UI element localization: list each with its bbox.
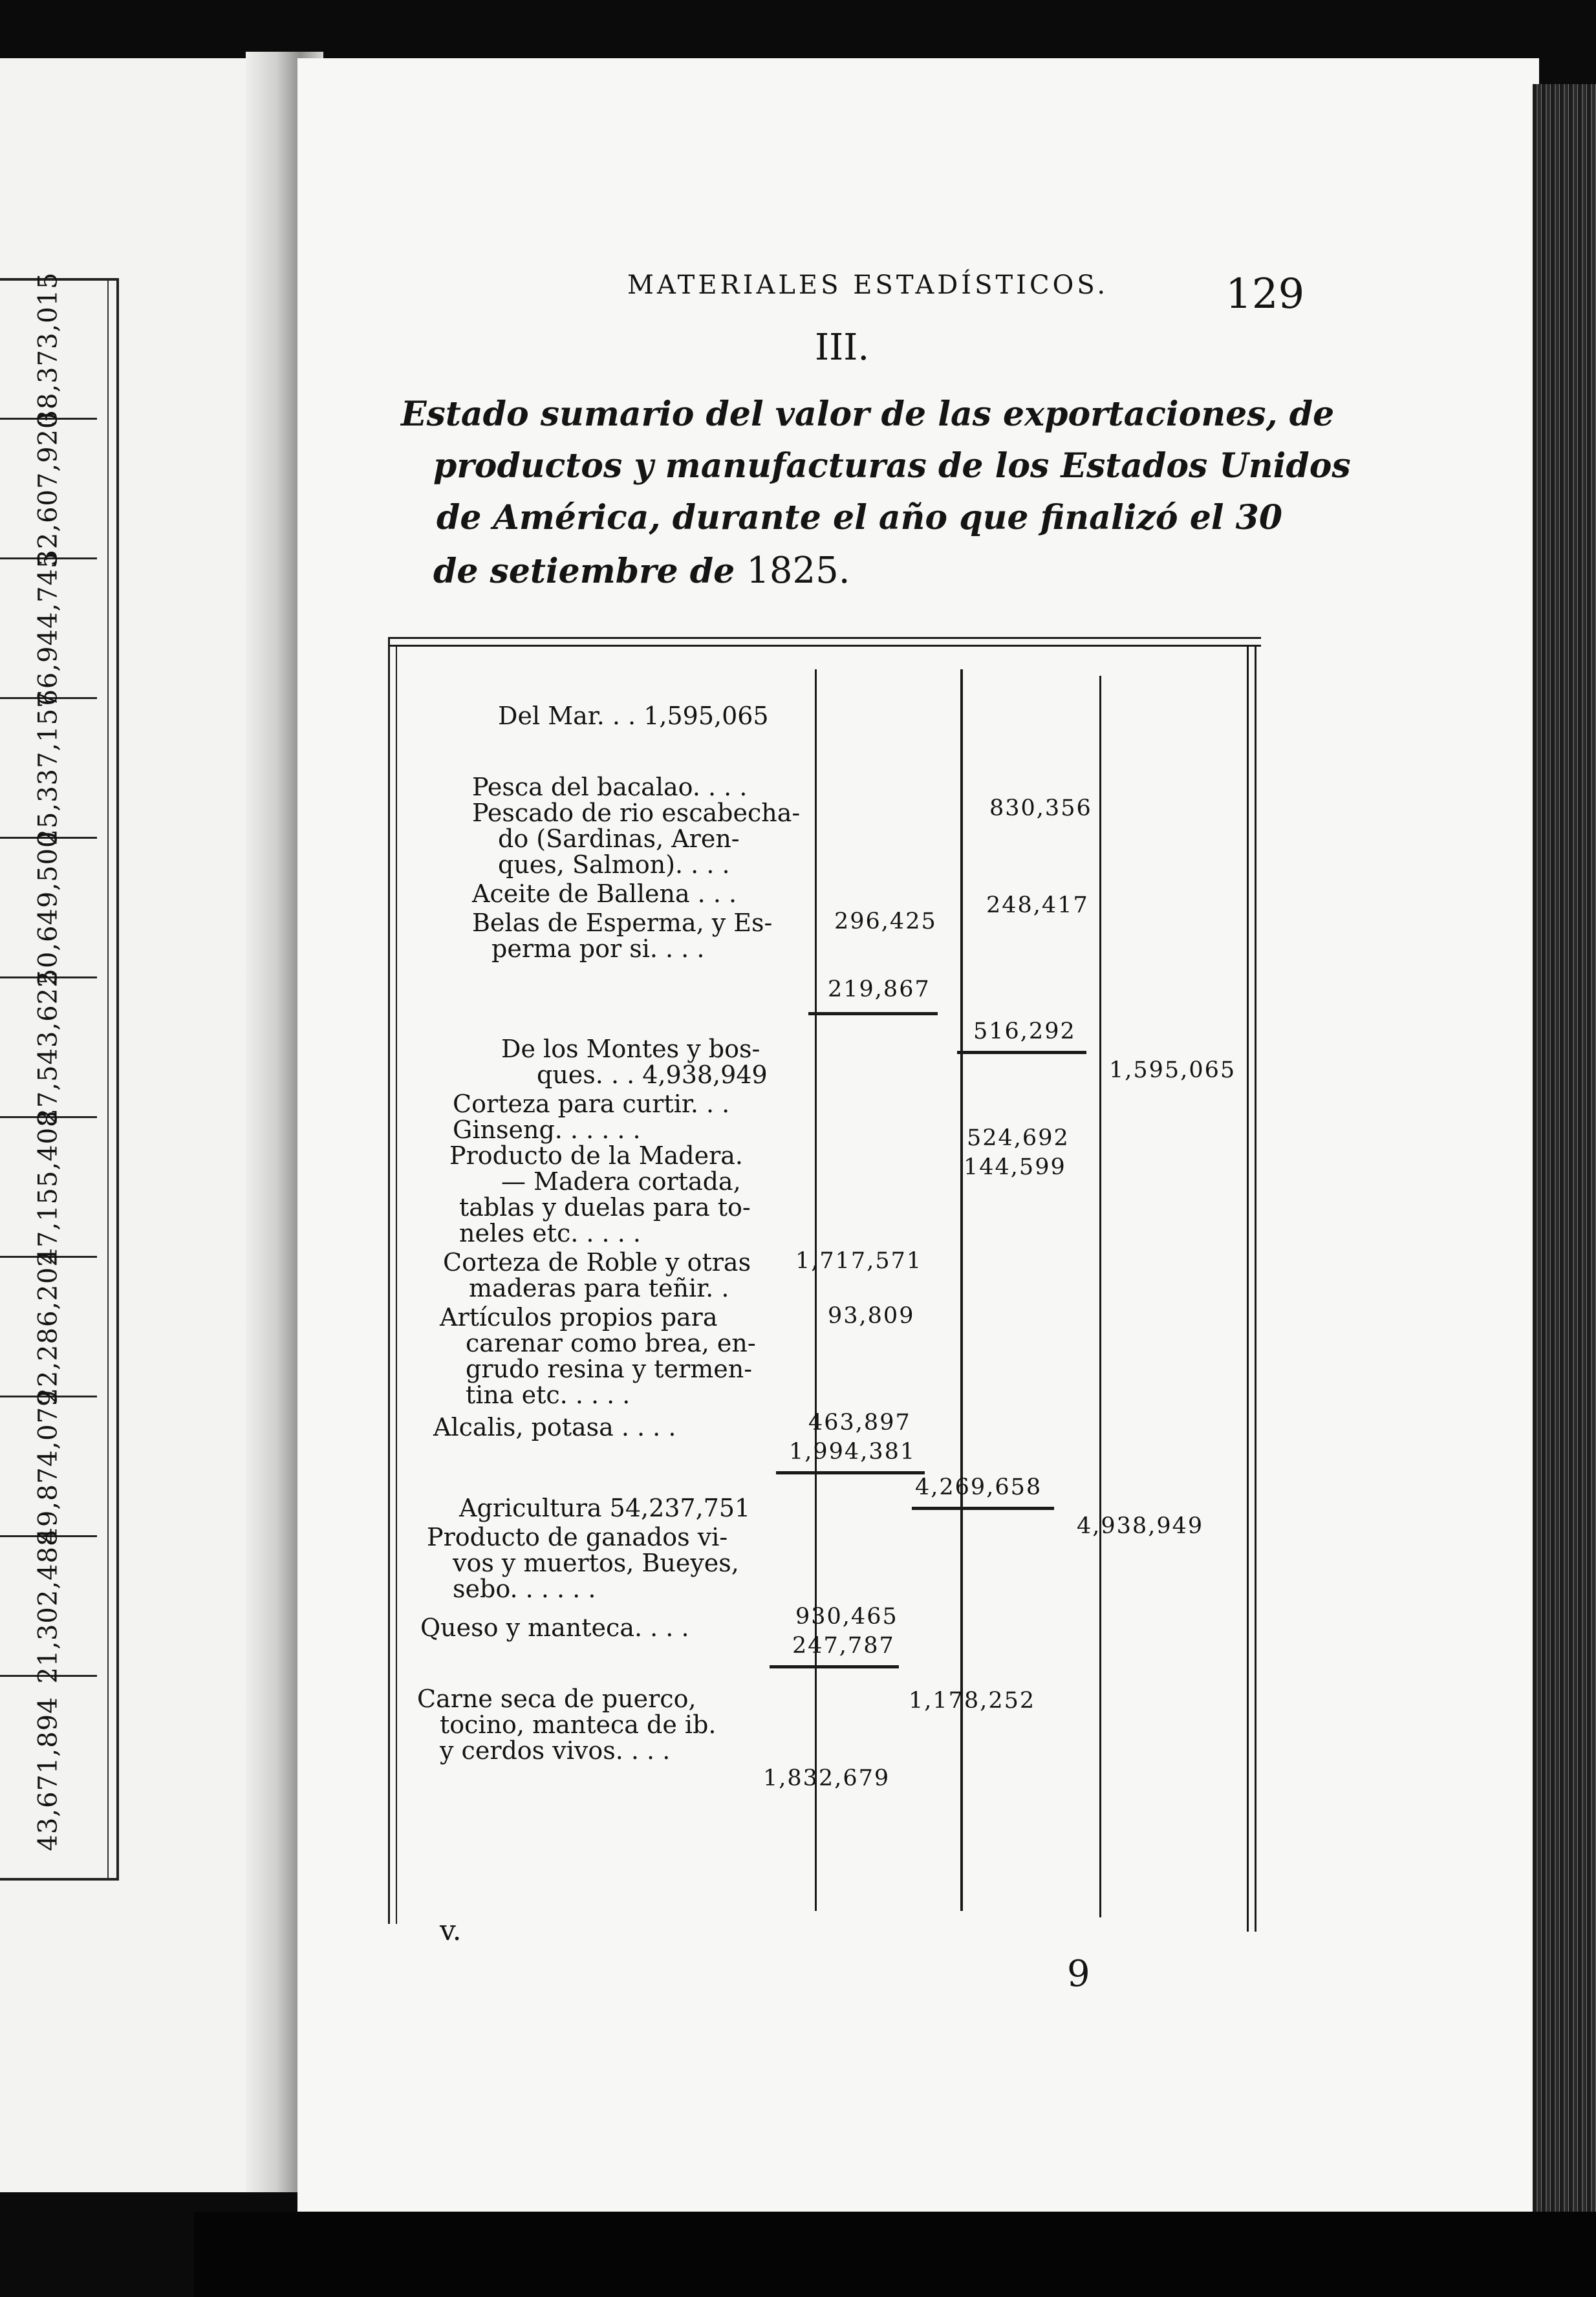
rule	[815, 669, 817, 1911]
title-line-4-text: de setiembre de	[433, 552, 735, 591]
section-heading: De los Montes y bos-	[501, 1035, 760, 1063]
rule	[388, 645, 1261, 647]
rotated-value: 49,874,079	[0, 1397, 97, 1537]
rotated-value: 47,155,408	[0, 1118, 97, 1258]
row-label: Artículos propios para	[440, 1303, 718, 1332]
title-line-4	[433, 550, 850, 592]
rule	[1099, 676, 1101, 1917]
value-cell: 93,809	[828, 1303, 915, 1329]
value-cell: 463,897	[808, 1410, 911, 1436]
row-label: — Madera cortada,	[501, 1167, 741, 1196]
row-label: Queso y manteca. . . .	[420, 1613, 689, 1642]
row-label: Producto de ganados vi-	[427, 1523, 728, 1551]
rule	[396, 647, 397, 1924]
total-cell: 4,938,949	[1077, 1513, 1204, 1539]
rotated-value: 50,649,500	[0, 839, 97, 978]
value-cell: 930,465	[795, 1604, 898, 1630]
signature-mark: v.	[440, 1914, 462, 1947]
row-label: Corteza de Roble y otras	[443, 1248, 751, 1277]
page-number: 129	[1225, 270, 1305, 318]
value-cell: 830,356	[989, 795, 1092, 821]
subtotal-rule	[808, 1012, 938, 1015]
value-cell: 1,994,381	[789, 1439, 916, 1465]
exports-table	[382, 637, 1261, 1930]
row-label: Pesca del bacalao. . . .	[472, 773, 748, 801]
subtotal-rule	[776, 1471, 925, 1474]
row-label: tablas y duelas para to-	[459, 1193, 751, 1222]
rule	[388, 637, 1261, 639]
row-label: Carne seca de puerco,	[417, 1685, 696, 1713]
page-edges	[1533, 84, 1596, 2212]
value-cell: 524,692	[967, 1125, 1070, 1151]
row-label: do (Sardinas, Aren-	[498, 825, 740, 853]
signature-number: 9	[1067, 1953, 1090, 1995]
title-line-2: productos y manufacturas de los Estados Unidos	[433, 446, 1351, 486]
rule	[388, 637, 390, 1924]
left-rotated-table	[0, 272, 119, 1881]
title-year: 1825.	[746, 550, 850, 592]
value-cell: 1,717,571	[795, 1248, 923, 1274]
row-label: Belas de Esperma, y Es-	[472, 909, 773, 937]
row-label: tocino, manteca de ib.	[440, 1710, 717, 1739]
section-heading: Del Mar. . . 1,595,065	[498, 702, 769, 730]
value-cell: 144,599	[964, 1154, 1066, 1180]
title-line-3: de América, durante el año que finalizó el 30	[437, 498, 1282, 537]
rotated-value: 25,337,157	[0, 699, 97, 839]
rotated-value: 27,543,622	[0, 978, 97, 1118]
rotated-value: 66,944,745	[0, 559, 97, 699]
row-label: Producto de la Madera.	[449, 1141, 743, 1170]
row-label: sebo. . . . . .	[453, 1575, 596, 1603]
subtotal-cell: 4,269,658	[915, 1474, 1042, 1500]
subtotal-rule	[770, 1665, 899, 1668]
bottom-shadow	[194, 2212, 1596, 2297]
running-head: MATERIALES ESTADÍSTICOS.	[627, 270, 1109, 300]
value-cell: 1,832,679	[763, 1765, 890, 1791]
row-label: perma por si. . . .	[491, 934, 705, 963]
section-number: III.	[815, 327, 870, 369]
row-label: Corteza para curtir. . .	[453, 1090, 730, 1118]
rotated-value: 22,286,202	[0, 1258, 97, 1397]
left-table-rule	[107, 281, 109, 1878]
subtotal-rule	[957, 1051, 1086, 1054]
row-label: tina etc. . . . .	[466, 1381, 631, 1409]
rotated-value: 21,302,488	[0, 1537, 97, 1677]
value-cell: 219,867	[828, 976, 931, 1002]
rotated-value: 38,373,015	[0, 281, 97, 420]
section-heading: ques. . . 4,938,949	[537, 1061, 768, 1089]
value-cell: 248,417	[986, 892, 1089, 918]
row-label: grudo resina y termen-	[466, 1355, 753, 1383]
section-heading: Agricultura 54,237,751	[459, 1494, 751, 1522]
row-label: ques, Salmon). . . .	[498, 850, 730, 879]
subtotal-cell: 516,292	[973, 1019, 1076, 1044]
subtotal-cell: 1,178,252	[909, 1688, 1036, 1714]
row-label: neles etc. . . . .	[459, 1219, 641, 1247]
row-label: y cerdos vivos. . . .	[440, 1736, 671, 1765]
rotated-value: 32,607,920	[0, 420, 97, 559]
title-line-1: Estado sumario del valor de las exportaciones, de	[401, 394, 1335, 434]
row-label: maderas para teñir. .	[469, 1274, 729, 1302]
rotated-value: 43,671,894	[34, 1696, 63, 1851]
value-cell: 296,425	[834, 909, 937, 934]
subtotal-rule	[912, 1507, 1054, 1510]
value-cell: 247,787	[792, 1633, 895, 1659]
rule	[1247, 645, 1249, 1932]
row-label: Ginseng. . . . . .	[453, 1116, 641, 1144]
row-label: Alcalis, potasa . . . .	[433, 1413, 676, 1441]
row-label: Aceite de Ballena . . .	[472, 879, 737, 908]
row-label: carenar como brea, en-	[466, 1329, 756, 1357]
rule	[1255, 645, 1256, 1932]
row-label: Pescado de rio escabecha-	[472, 799, 801, 827]
row-label: vos y muertos, Bueyes,	[453, 1549, 739, 1577]
rule	[960, 669, 963, 1911]
total-cell: 1,595,065	[1109, 1057, 1236, 1083]
